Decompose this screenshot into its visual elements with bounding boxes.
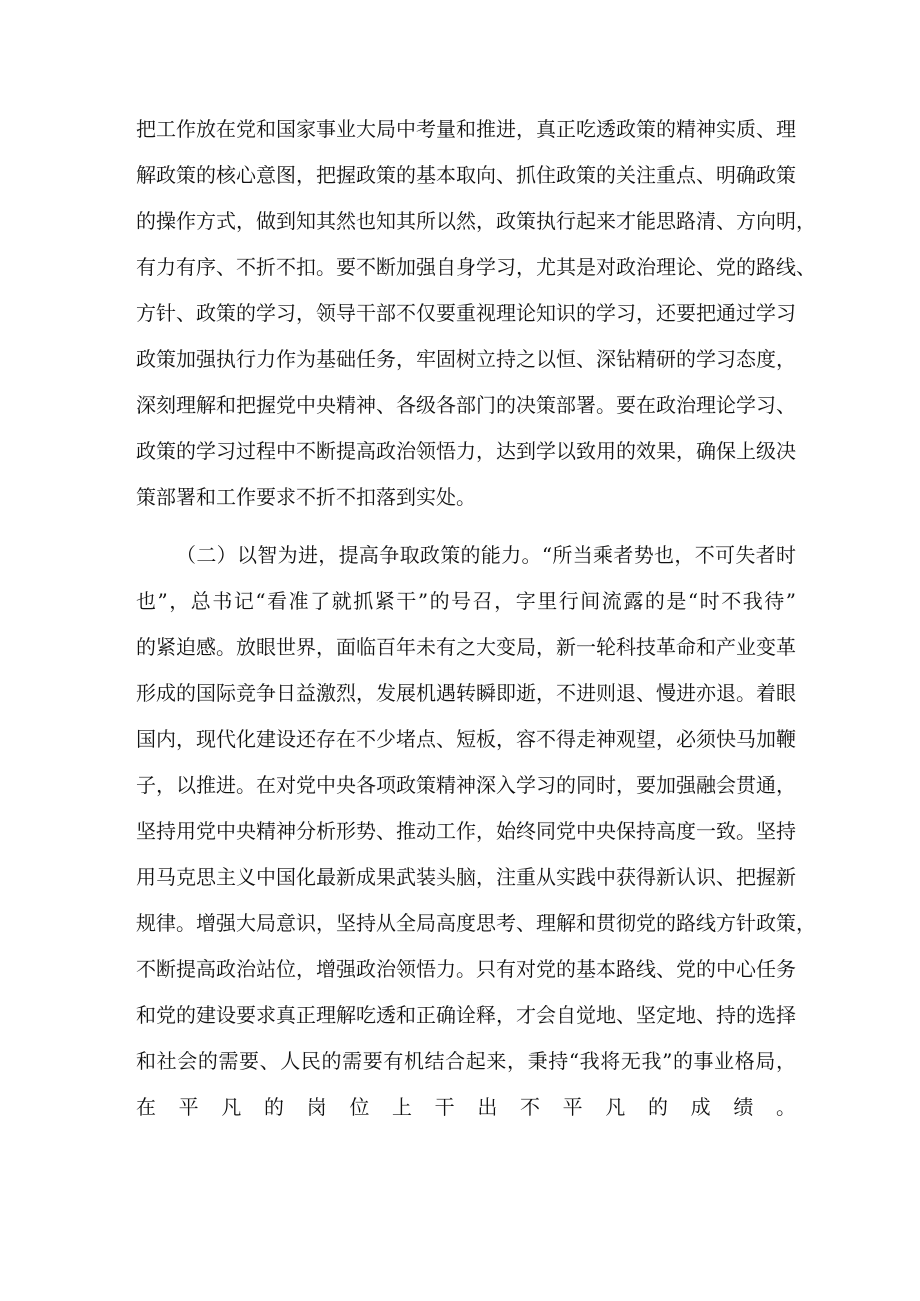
text-line: 用马克思主义中国化最新成果武装头脑，注重从实践中获得新认识、把握新 — [136, 865, 796, 889]
text-line: 和党的建设要求真正理解吃透和正确诠释，才会自觉地、坚定地、持的选择 — [136, 1003, 796, 1027]
text-line: 的操作方式，做到知其然也知其所以然，政策执行起来才能思路清、方向明， — [136, 209, 816, 233]
text-line: 把工作放在党和国家事业大局中考量和推进，真正吃透政策的精神实质、理 — [136, 117, 796, 141]
text-line: 规律。增强大局意识，坚持从全局高度思考、理解和贯彻党的路线方针政策， — [136, 911, 816, 935]
text-line: 解政策的核心意图，把握政策的基本取向、抓住政策的关注重点、明确政策 — [136, 163, 796, 187]
text-line: 政策的学习过程中不断提高政治领悟力，达到学以致用的效果，确保上级决 — [136, 439, 796, 463]
text-line: 深刻理解和把握党中央精神、各级各部门的决策部署。要在政治理论学习、 — [136, 393, 796, 417]
text-line: 也”，总书记“看准了就抓紧干”的号召，字里行间流露的是“时不我待” — [136, 589, 796, 613]
text-line: 坚持用党中央精神分析形势、推动工作，始终同党中央保持高度一致。坚持 — [136, 819, 796, 843]
text-line: 和社会的需要、人民的需要有机结合起来，秉持“我将无我”的事业格局， — [136, 1049, 796, 1073]
document-page — [136, 106, 816, 1176]
text-line: 有力有序、不折不扣。要不断加强自身学习，尤其是对政治理论、党的路线、 — [136, 255, 816, 279]
text-line: 形成的国际竞争日益激烈，发展机遇转瞬即逝，不进则退、慢进亦退。着眼 — [136, 681, 796, 705]
text-line: 方针、政策的学习，领导干部不仅要重视理论知识的学习，还要把通过学习 — [136, 301, 796, 325]
text-line: 子，以推进。在对党中央各项政策精神深入学习的同时，要加强融会贯通， — [136, 773, 796, 797]
text-line: 策部署和工作要求不折不扣落到实处。 — [136, 485, 476, 509]
text-line: 政策加强执行力作为基础任务，牢固树立持之以恒、深钻精研的学习态度， — [136, 347, 796, 371]
text-line: 的紧迫感。放眼世界，面临百年未有之大变局，新一轮科技革命和产业变革 — [136, 635, 796, 659]
text-line — [136, 1130, 796, 1176]
text-line: 在平凡的岗位上干出不平凡的成绩。 — [136, 1095, 796, 1119]
text-line: （二）以智为进，提高争取政策的能力。“所当乘者势也，不可失者时 — [176, 543, 796, 567]
paragraph-2 — [136, 532, 796, 578]
paragraph-1 — [136, 106, 816, 520]
text-line: 不断提高政治站位，增强政治领悟力。只有对党的基本路线、党的中心任务 — [136, 957, 796, 981]
text-line: 国内，现代化建设还存在不少堵点、短板，容不得走神观望，必须快马加鞭 — [136, 727, 796, 751]
paragraph-2-continued — [136, 578, 816, 1176]
